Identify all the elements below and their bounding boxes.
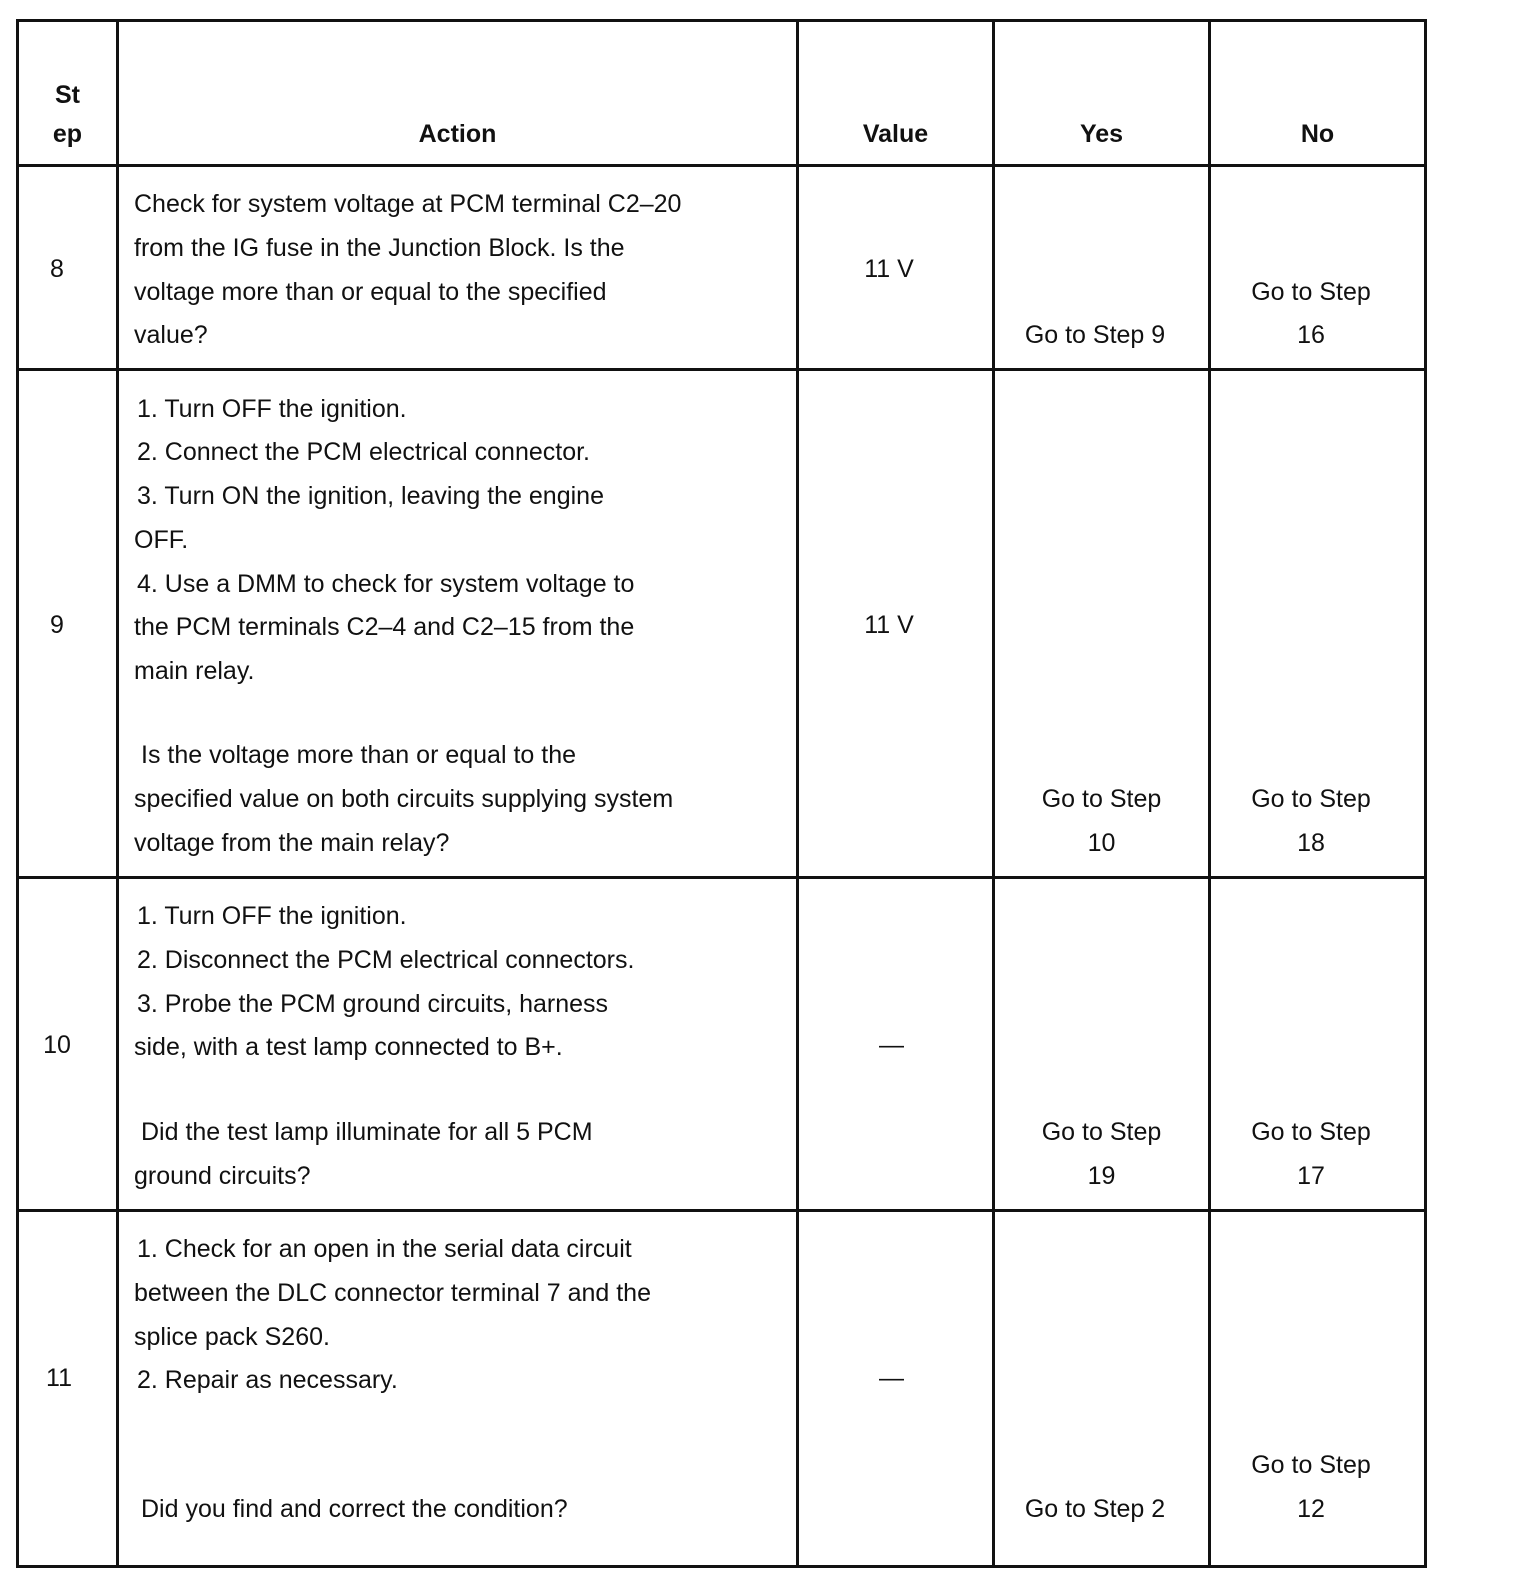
action-line: Check for system voltage at PCM terminal C2–20 [134, 190, 682, 218]
action-line: from the IG fuse in the Junction Block. Is the [134, 234, 625, 262]
action-line: specified value on both circuits supplying system [134, 785, 674, 813]
header-divider [19, 164, 1424, 167]
action-line: 1. Check for an open in the serial data circuit [137, 1235, 632, 1263]
step-number: 9 [50, 611, 64, 639]
yes-cell: Go to Step [1041, 785, 1162, 813]
no-cell: 17 [1297, 1162, 1325, 1190]
no-cell: 16 [1297, 321, 1325, 349]
row-divider-9 [19, 876, 1424, 879]
no-cell: 12 [1297, 1495, 1325, 1523]
yes-cell: Go to Step 9 [1024, 321, 1166, 349]
action-line: between the DLC connector terminal 7 and the [134, 1279, 651, 1307]
action-line: 2. Disconnect the PCM electrical connectors. [137, 946, 635, 974]
action-line: Is the voltage more than or equal to the [141, 741, 576, 769]
action-line: 1. Turn OFF the ignition. [137, 395, 407, 423]
action-line: 4. Use a DMM to check for system voltage to [137, 570, 635, 598]
header-action: Action [418, 120, 497, 148]
row-divider-10 [19, 1209, 1424, 1212]
yes-cell: 10 [1087, 829, 1116, 857]
no-cell: 18 [1297, 829, 1325, 857]
action-line: Did the test lamp illuminate for all 5 PCM [141, 1118, 593, 1146]
value-cell: — [879, 1031, 904, 1059]
step-number: 11 [46, 1364, 72, 1392]
action-line: main relay. [134, 657, 255, 685]
action-line: voltage from the main relay? [134, 829, 450, 857]
no-cell: Go to Step [1251, 1118, 1371, 1146]
step-number: 8 [50, 255, 64, 283]
action-line: 3. Turn ON the ignition, leaving the engine [137, 482, 604, 510]
row-divider-8 [19, 368, 1424, 371]
action-line: side, with a test lamp connected to B+. [134, 1033, 563, 1061]
header-no: No [1300, 120, 1335, 148]
action-line: 2. Connect the PCM electrical connector. [137, 438, 591, 466]
yes-cell: Go to Step 2 [1024, 1495, 1166, 1523]
action-line: voltage more than or equal to the specified [134, 278, 607, 306]
action-line: 2. Repair as necessary. [137, 1366, 398, 1394]
action-line: 1. Turn OFF the ignition. [137, 902, 407, 930]
value-cell: — [879, 1364, 904, 1392]
action-line: ground circuits? [134, 1162, 311, 1190]
value-cell: 11 V [864, 255, 914, 283]
action-line: value? [134, 321, 208, 349]
action-line: 3. Probe the PCM ground circuits, harness [137, 990, 609, 1018]
action-line: Did you find and correct the condition? [141, 1495, 568, 1523]
header-step-line2: ep [52, 120, 83, 148]
yes-cell: 19 [1087, 1162, 1116, 1190]
no-cell: Go to Step [1251, 278, 1371, 306]
header-yes: Yes [1079, 120, 1124, 148]
header-value: Value [862, 120, 929, 148]
troubleshooting-table [16, 19, 1427, 1568]
action-line: splice pack S260. [134, 1323, 330, 1351]
header-step-line1: St [55, 81, 80, 109]
value-cell: 11 V [864, 611, 914, 639]
step-number: 10 [43, 1031, 71, 1059]
action-line: OFF. [134, 526, 189, 554]
no-cell: Go to Step [1251, 785, 1371, 813]
action-line: the PCM terminals C2–4 and C2–15 from the [134, 613, 635, 641]
col-divider-step [116, 22, 119, 1565]
no-cell: Go to Step [1251, 1451, 1371, 1479]
yes-cell: Go to Step [1041, 1118, 1162, 1146]
